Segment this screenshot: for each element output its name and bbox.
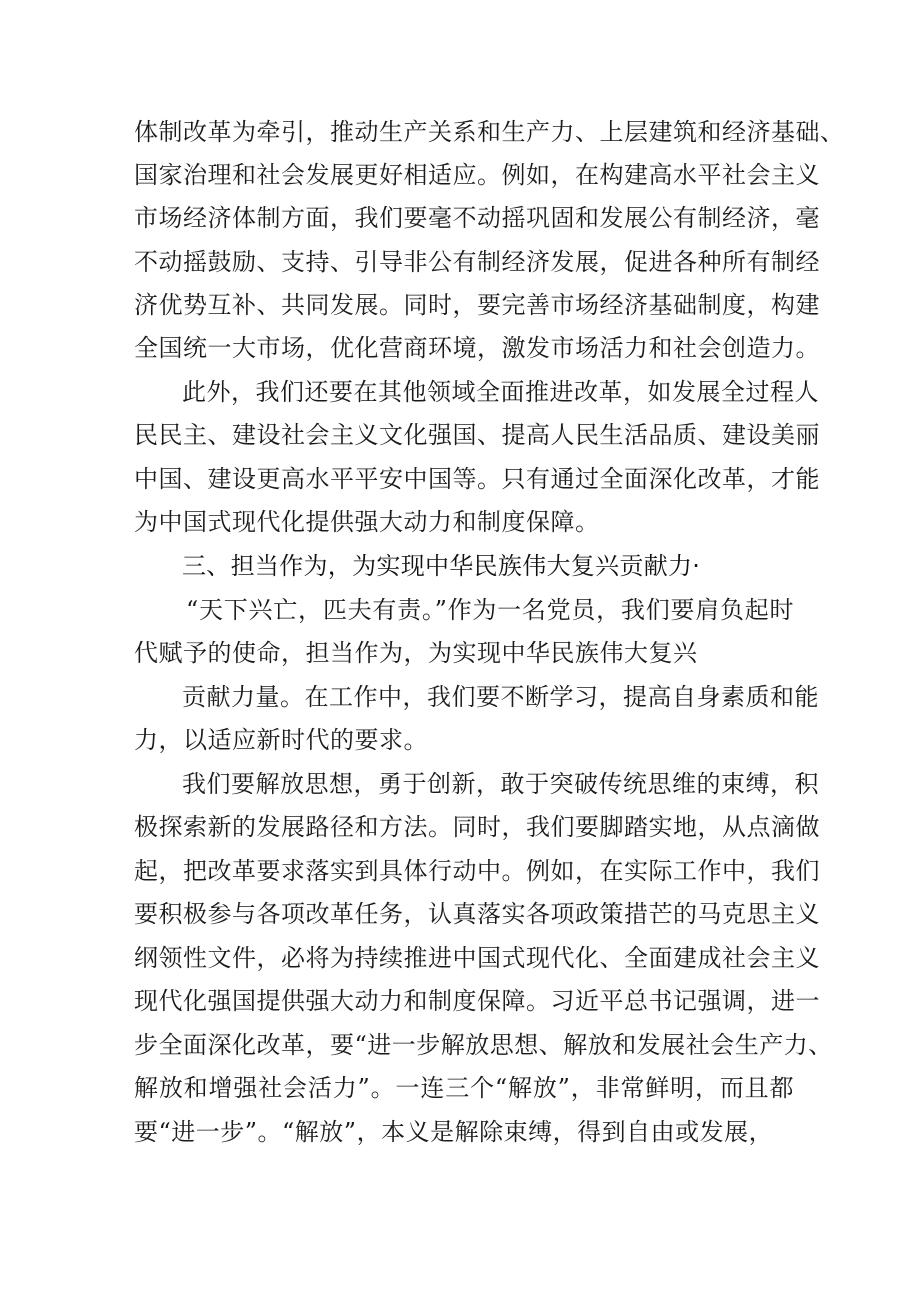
paragraph-line: 此外，我们还要在其他领域全面推进改革，如发展全过程人 — [182, 378, 819, 406]
paragraph-line: 解放和增强社会活力”。一连三个“解放”，非常鲜明，而且都 — [134, 1074, 794, 1102]
paragraph-line: 中国、建设更高水平平安中国等。只有通过全面深化改革，才能 — [134, 465, 820, 493]
paragraph-line: 现代化强国提供强大动力和制度保障。习近平总书记强调，进一 — [134, 987, 820, 1015]
paragraph-line: 国家治理和社会发展更好相适应。例如，在构建高水平社会主义 — [134, 161, 820, 189]
paragraph-line: 为中国式现代化提供强大动力和制度保障。 — [134, 508, 600, 536]
paragraph-line: 贡献力量。在工作中，我们要不断学习，提高自身素质和能 — [182, 683, 819, 711]
paragraph-line: 力，以适应新时代的要求。 — [134, 726, 428, 754]
paragraph-line: 极探索新的发展路径和方法。同时，我们要脚踏实地，从点滴做 — [134, 813, 820, 841]
paragraph-line: 纲领性文件，必将为持续推进中国式现代化、全面建成社会主义 — [134, 944, 820, 972]
paragraph-line: 步全面深化改革，要“进一步解放思想、解放和发展社会生产力、 — [134, 1031, 833, 1059]
paragraph-line: “天下兴亡，匹夫有责。”作为一名党员，我们要肩负起时 — [186, 596, 794, 624]
paragraph-line: 要“进一步”。“解放”，本义是解除束缚，得到自由或发展， — [134, 1118, 774, 1146]
paragraph-line: 不动摇鼓励、支持、引导非公有制经济发展，促进各种所有制经 — [134, 248, 820, 276]
section-heading: 三、担当作为，为实现中华民族伟大复兴贡献力· — [182, 552, 701, 580]
paragraph-line: 体制改革为牵引，推动生产关系和生产力、上层建筑和经济基础、 — [134, 118, 845, 146]
paragraph-line: 我们要解放思想，勇于创新，敢于突破传统思维的束缚，积 — [182, 770, 819, 798]
paragraph-line: 市场经济体制方面，我们要毫不动摇巩固和发展公有制经济，毫 — [134, 204, 820, 232]
paragraph-line: 起，把改革要求落实到具体行动中。例如，在实际工作中，我们 — [134, 857, 820, 885]
paragraph-line: 要积极参与各项改革任务，认真落实各项政策措芒的马克思主义 — [134, 900, 820, 928]
paragraph-line: 济优势互补、共同发展。同时，要完善市场经济基础制度，构建 — [134, 291, 820, 319]
paragraph-line: 全国统一大市场，优化营商环境，激发市场活力和社会创造力。 — [134, 334, 820, 362]
paragraph-line: 代赋予的使命，担当作为，为实现中华民族伟大复兴 — [134, 639, 698, 667]
paragraph-line: 民民主、建设社会主义文化强国、提高人民生活品质、建设美丽 — [134, 421, 820, 449]
